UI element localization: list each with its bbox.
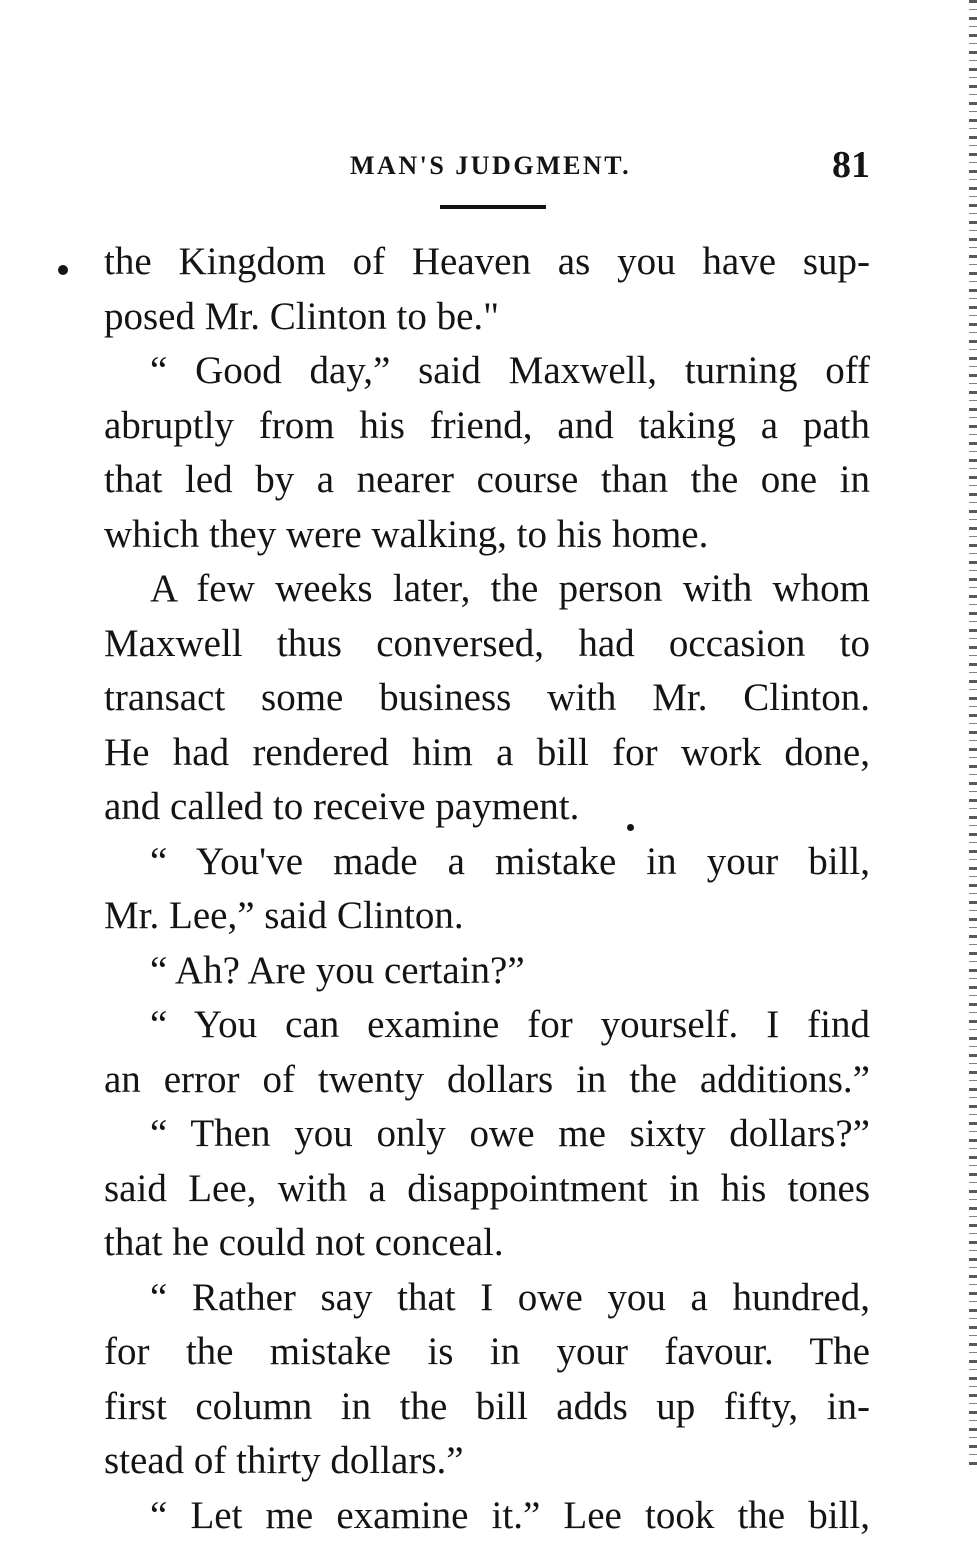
text-line: that he could not conceal. bbox=[104, 1216, 870, 1271]
page-number: 81 bbox=[832, 143, 870, 187]
text-line: and called to receive payment. bbox=[104, 780, 870, 835]
text-line: “ You can examine for yourself. I find bbox=[104, 998, 870, 1053]
text-line: abruptly from his friend, and taking a path bbox=[104, 399, 870, 454]
text-line: that led by a nearer course than the one in bbox=[104, 453, 870, 508]
text-line: “ Then you only owe me sixty dollars?” bbox=[104, 1107, 870, 1162]
text-line: said Lee, with a disappointment in his tones bbox=[104, 1162, 870, 1217]
text-line: for the mistake is in your favour. The bbox=[104, 1325, 870, 1380]
text-line: “ Ah? Are you certain?” bbox=[104, 944, 870, 999]
text-line: first column in the bill adds up fifty, in- bbox=[104, 1380, 870, 1435]
page-binding-edge bbox=[969, 0, 977, 1469]
running-head bbox=[100, 143, 870, 191]
text-line: A few weeks later, the person with whom bbox=[104, 562, 870, 617]
running-title: MAN'S JUDGMENT. bbox=[350, 151, 631, 181]
text-line: “ Let me examine it.” Lee took the bill, bbox=[104, 1489, 870, 1543]
body-text bbox=[104, 235, 870, 1543]
header-rule bbox=[440, 205, 546, 209]
text-line: stead of thirty dollars.” bbox=[104, 1434, 870, 1489]
text-line: transact some business with Mr. Clinton. bbox=[104, 671, 870, 726]
text-line: “ Good day,” said Maxwell, turning off bbox=[104, 344, 870, 399]
text-line: which they were walking, to his home. bbox=[104, 508, 870, 563]
text-line: the Kingdom of Heaven as you have sup- bbox=[104, 235, 870, 290]
text-line: He had rendered him a bill for work done, bbox=[104, 726, 870, 781]
text-line: Maxwell thus conversed, had occasion to bbox=[104, 617, 870, 672]
margin-dot-mark bbox=[58, 265, 68, 275]
text-line: “ Rather say that I owe you a hundred, bbox=[104, 1271, 870, 1326]
text-line: an error of twenty dollars in the additions.” bbox=[104, 1053, 870, 1108]
text-line: posed Mr. Clinton to be." bbox=[104, 290, 870, 345]
text-line: “ You've made a mistake in your bill, bbox=[104, 835, 870, 890]
text-line: Mr. Lee,” said Clinton. bbox=[104, 889, 870, 944]
